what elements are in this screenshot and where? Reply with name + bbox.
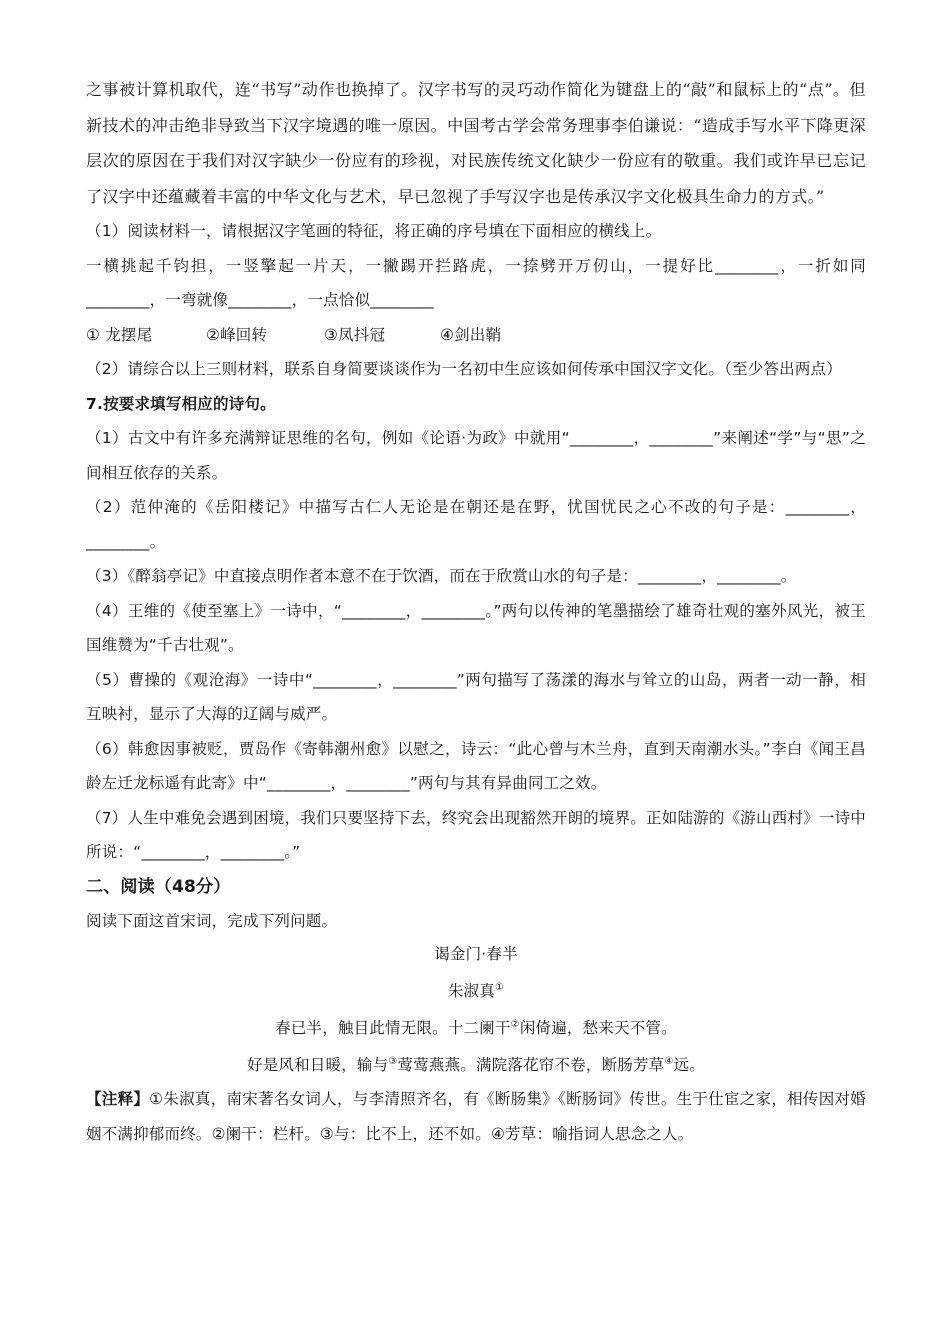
section-intro: 阅读下面这首宋词，完成下列问题。 — [86, 911, 338, 930]
poem-line-2c: 远。 — [673, 1056, 705, 1075]
note-mark-3: ③ — [388, 1056, 398, 1068]
option-3: ③凤抖冠 — [324, 325, 386, 344]
poem-line-1a: 春已半，触目此情无限。十二阑干 — [275, 1019, 511, 1038]
author-name: 朱淑真 — [447, 982, 495, 1001]
notes-label: 【注释】 — [86, 1090, 150, 1109]
q6-options — [86, 318, 866, 353]
q7-item-5: （5）曹操的《观沧海》一诗中“________，________”两句描写了荡漾的海水与耸立的山岛，两者一动一静，相互映衬，显示了大海的辽阔与威严。 — [86, 670, 866, 723]
poem-line-1b: 闲倚遍，愁来天不管。 — [519, 1019, 677, 1038]
q6-sub1-fill-line: 一横挑起千钧担，一竖擎起一片天，一撇踢开拦路虎，一捺劈开万仞山，一提好比________，一折如同________，一弯就像________，一点恰似________ — [86, 256, 866, 309]
poem-line-2 — [86, 1045, 866, 1082]
q7-item-6: （6）韩愈因事被贬，贾岛作《寄韩潮州愈》以慰之，诗云：“此心曾与木兰舟，直到天南潮水头。”李白《闻王昌龄左迁龙标遥有此寄》中“________，________”两句与其有异曲同工之效。 — [86, 739, 866, 792]
section-heading: 二、阅读（48分） — [86, 876, 231, 897]
q7-item-2: （2）范仲淹的《岳阳楼记》中描写古仁人无论是在朝还是在野，忧国忧民之心不改的句子是：________，________。 — [86, 498, 866, 551]
option-1: ① 龙摆尾 — [86, 325, 153, 344]
q7-item-1: （1）古文中有许多充满辩证思维的名句，例如《论语·为政》中就用“________，________”来阐述“学”与“思”之间相互依存的关系。 — [86, 429, 866, 482]
note-mark-4: ④ — [664, 1056, 674, 1068]
option-4: ④剑出鞘 — [440, 325, 502, 344]
q7-title: 7.按要求填写相应的诗句。 — [86, 394, 276, 413]
poem-notes — [86, 1082, 866, 1151]
poem-line-2b: 莺莺燕燕。满院落花帘不卷，断肠芳草 — [397, 1056, 665, 1075]
q6-sub1-prompt: （1）阅读材料一，请根据汉字笔画的特征，将正确的序号填在下面相应的横线上。 — [86, 222, 662, 240]
material-paragraph: 之事被计算机取代，连“书写”动作也换掉了。汉字书写的灵巧动作简化为键盘上的“敲”和鼠标上的“点”。但新技术的冲击绝非导致当下汉字境遇的唯一原因。中国考古学会常务理事李伯谦说：“造成手写水平下降更深层次的原因在于我们对汉字缺少一份应有的珍视，对民族传统文化缺少一份应有的敬重。我们或许早已忘记了汉字中还蕴藏着丰富的中华文化与艺术，早已忽视了手写汉字也是传承汉字文化极具生命力的方式。” — [86, 80, 866, 206]
q7-item-3: （3）《醉翁亭记》中直接点明作者本意不在于饮酒，而在于欣赏山水的句子是：________，________。 — [86, 567, 797, 585]
note-mark-2: ② — [510, 1019, 520, 1031]
author-note-mark: ① — [494, 982, 505, 993]
option-2: ②峰回转 — [206, 325, 268, 344]
poem-author — [86, 971, 866, 1008]
poem-line-2a: 好是风和日暖，输与 — [247, 1056, 389, 1075]
q7-item-7: （7）人生中难免会遇到困境，我们只要坚持下去，终究会出现豁然开朗的境界。正如陆游的《游山西村》一诗中所说：“________，________。” — [86, 808, 866, 861]
document-page — [86, 72, 866, 1151]
q7-item-4: （4）王维的《使至塞上》一诗中，“________，________。”两句以传神的笔墨描绘了雄奇壮观的塞外风光，被王国维赞为“千古壮观”。 — [86, 601, 866, 654]
q6-sub2: （2）请综合以上三则材料，联系自身简要谈谈作为一名初中生应该如何传承中国汉字文化。（至少答出两点） — [86, 360, 842, 378]
poem-title: 谒金门·春半 — [434, 945, 518, 963]
notes-text: ①朱淑真，南宋著名女词人，与李清照齐名，有《断肠集》《断肠词》传世。生于仕宦之家，相传因对婚姻不满抑郁而终。②阑干：栏杆。③与：比不上，还不如。④芳草：喻指词人思念之人。 — [86, 1090, 866, 1143]
poem-line-1 — [86, 1008, 866, 1045]
